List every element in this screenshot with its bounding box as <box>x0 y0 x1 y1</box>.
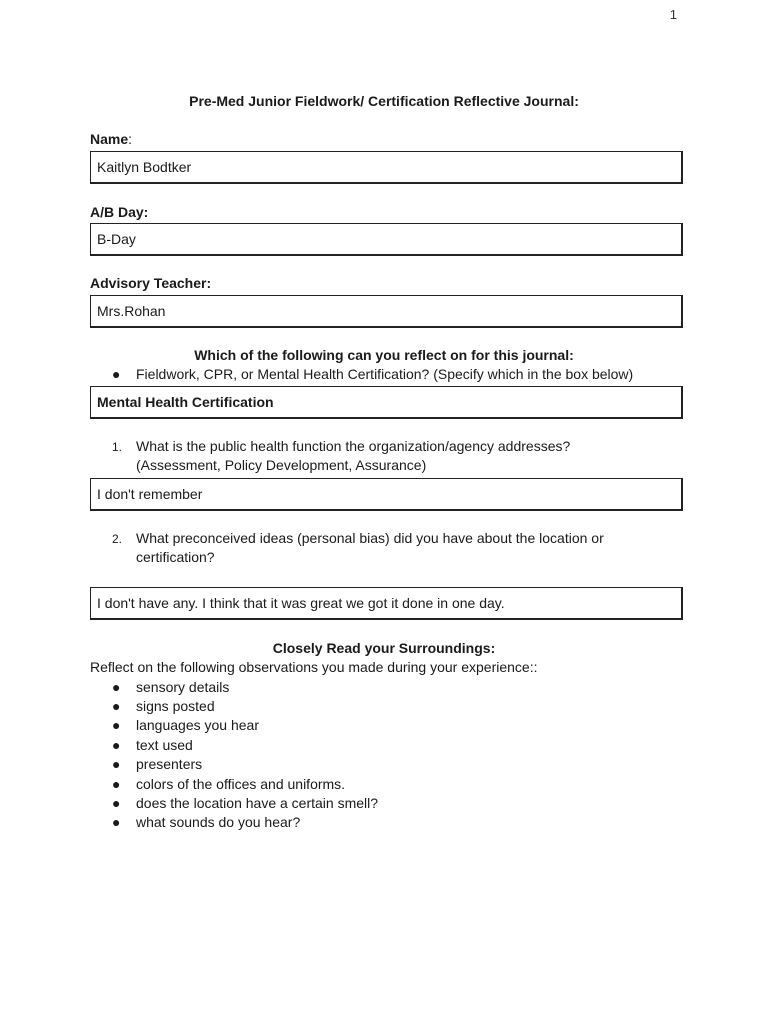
name-label-colon: : <box>128 131 133 147</box>
bullet-icon: ● <box>112 679 121 695</box>
list-item-text: languages you hear <box>136 717 259 733</box>
list-item-text: text used <box>136 737 193 753</box>
list-item <box>112 776 345 792</box>
question-1-answer-field[interactable]: I don't remember <box>90 478 683 511</box>
name-label-text: Name <box>90 131 129 147</box>
list-item-text: what sounds do you hear? <box>136 814 301 830</box>
question-2-text: What preconceived ideas (personal bias) did you have about the location or certification? <box>136 530 604 565</box>
reflect-bullet <box>112 366 633 382</box>
advisory-field[interactable]: Mrs.Rohan <box>90 295 683 328</box>
name-label <box>90 131 132 147</box>
question-2 <box>112 529 656 567</box>
list-item <box>112 756 202 772</box>
bullet-icon: ● <box>112 795 121 811</box>
question-2-answer-field[interactable]: I don't have any. I think that it was great we got it done in one day. <box>90 587 683 620</box>
list-item-text: presenters <box>136 756 203 772</box>
day-field[interactable]: B-Day <box>90 223 683 256</box>
list-item <box>112 717 259 733</box>
bullet-icon: ● <box>112 814 121 830</box>
bullet-icon: ● <box>112 717 121 733</box>
bullet-icon: ● <box>112 737 121 753</box>
bullet-icon: ● <box>112 366 121 382</box>
list-item <box>112 737 193 753</box>
bullet-icon: ● <box>112 776 121 792</box>
list-item-text: does the location have a certain smell? <box>136 795 379 811</box>
reflect-answer-field[interactable]: Mental Health Certification <box>90 386 683 419</box>
surroundings-intro: Reflect on the following observations you made during your experience:: <box>90 659 538 675</box>
page-title: Pre-Med Junior Fieldwork/ Certification Reflective Journal: <box>189 93 579 109</box>
reflect-bullet-text: Fieldwork, CPR, or Mental Health Certification? (Specify which in the box below) <box>136 366 634 382</box>
bullet-icon: ● <box>112 756 121 772</box>
surroundings-heading: Closely Read your Surroundings: <box>272 640 496 656</box>
list-item <box>112 795 378 811</box>
name-field[interactable]: Kaitlyn Bodtker <box>90 151 683 184</box>
list-item-text: signs posted <box>136 698 215 714</box>
question-1-number: 1. <box>112 440 123 454</box>
day-label: A/B Day: <box>90 204 149 220</box>
page-number: 1 <box>669 7 677 22</box>
list-item-text: sensory details <box>136 679 230 695</box>
question-1 <box>112 437 656 475</box>
list-item <box>112 679 229 695</box>
question-2-number: 2. <box>112 532 123 546</box>
reflect-heading: Which of the following can you reflect on for this journal: <box>194 347 574 363</box>
list-item-text: colors of the offices and uniforms. <box>136 776 346 792</box>
list-item <box>112 814 300 830</box>
bullet-icon: ● <box>112 698 121 714</box>
advisory-label: Advisory Teacher: <box>90 275 212 291</box>
question-1-text: What is the public health function the organization/agency addresses? (Assessment, Policy Development, Assurance) <box>136 438 571 473</box>
list-item <box>112 698 215 714</box>
